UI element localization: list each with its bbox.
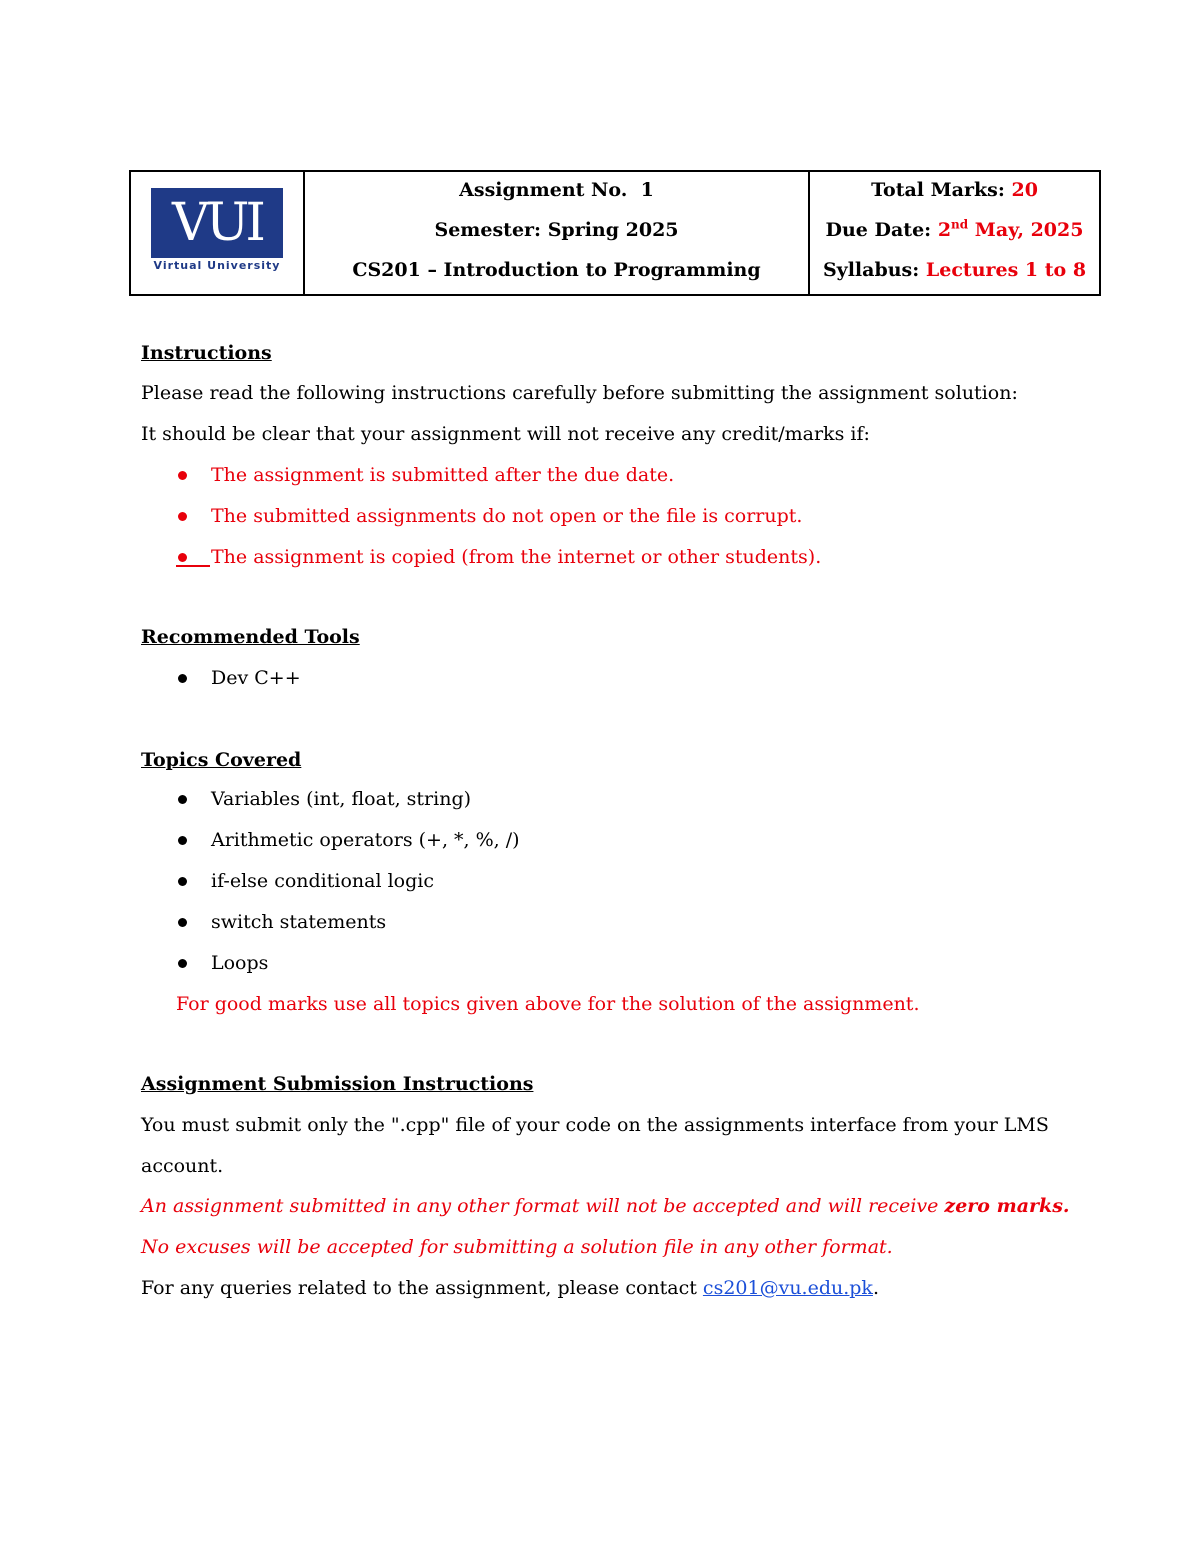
total-marks-value: 20 bbox=[1011, 179, 1038, 201]
syllabus-label: Syllabus: bbox=[822, 259, 920, 281]
topics-note: For good marks use all topics given above for the solution of the assignment. bbox=[176, 993, 920, 1015]
due-date-suffix: nd bbox=[951, 217, 969, 232]
logo-cell bbox=[131, 172, 305, 294]
warning-1-text: An assignment submitted in any other format will not be accepted and will receive bbox=[141, 1195, 945, 1217]
header-table bbox=[129, 170, 1101, 296]
bullet-dot-icon bbox=[178, 795, 187, 804]
submission-line-1: You must submit only the ".cpp" file of your code on the assignments interface from your LMS bbox=[141, 1114, 1049, 1136]
tool-item-text: Dev C++ bbox=[211, 667, 301, 689]
assignment-label: Assignment No. bbox=[459, 179, 628, 201]
bullet-dot-icon bbox=[178, 553, 187, 562]
bullet-dot-icon bbox=[178, 674, 187, 683]
logo-letters: VUI bbox=[172, 193, 262, 253]
bullet-dot-icon bbox=[178, 959, 187, 968]
instructions-line-1: Please read the following instructions carefully before submitting the assignment solution: bbox=[141, 382, 1018, 404]
bullet-dot-icon bbox=[178, 512, 187, 521]
semester-value: Spring 2025 bbox=[547, 219, 679, 241]
submission-heading: Assignment Submission Instructions bbox=[141, 1073, 534, 1095]
marks-info-cell bbox=[810, 172, 1099, 294]
semester-line bbox=[305, 210, 808, 250]
instructions-line-2: It should be clear that your assignment will not receive any credit/marks if: bbox=[141, 423, 870, 445]
contact-text: For any queries related to the assignment, please contact bbox=[141, 1277, 703, 1299]
semester-label: Semester: bbox=[434, 219, 542, 241]
logo-box bbox=[151, 188, 283, 258]
due-date-rest: May, 2025 bbox=[974, 219, 1084, 241]
contact-end: . bbox=[872, 1277, 879, 1299]
instruction-bullet-text: The assignment is submitted after the due date. bbox=[211, 464, 675, 486]
due-date-label: Due Date: bbox=[825, 219, 932, 241]
assignment-number: 1 bbox=[640, 179, 654, 201]
topic-item-text: Loops bbox=[211, 952, 269, 974]
topics-heading: Topics Covered bbox=[141, 749, 302, 771]
bullet-underline bbox=[176, 565, 210, 567]
due-date-value bbox=[938, 219, 1084, 241]
submission-warning-1 bbox=[141, 1194, 1070, 1218]
instruction-bullet-text: The assignment is copied (from the internet or other students). bbox=[211, 546, 822, 568]
instructions-heading: Instructions bbox=[141, 342, 272, 364]
total-marks-line bbox=[810, 170, 1099, 210]
tools-heading: Recommended Tools bbox=[141, 626, 360, 648]
bullet-dot-icon bbox=[178, 836, 187, 845]
instruction-bullet-text: The submitted assignments do not open or the file is corrupt. bbox=[211, 505, 803, 527]
contact-email-link[interactable]: cs201@vu.edu.pk bbox=[702, 1277, 873, 1299]
vu-logo bbox=[149, 188, 285, 278]
zero-marks-emphasis: zero marks. bbox=[944, 1195, 1070, 1217]
syllabus-line bbox=[810, 250, 1099, 290]
due-date-line bbox=[810, 210, 1099, 250]
contact-line bbox=[141, 1276, 879, 1300]
topic-item-text: Arithmetic operators (+, *, %, /) bbox=[211, 829, 520, 851]
syllabus-value: Lectures 1 to 8 bbox=[925, 259, 1087, 281]
assignment-number-line bbox=[305, 170, 808, 210]
submission-line-2: account. bbox=[141, 1155, 224, 1177]
topic-item-text: switch statements bbox=[211, 911, 387, 933]
topic-item-text: Variables (int, float, string) bbox=[211, 788, 472, 810]
submission-warning-2: No excuses will be accepted for submitting a solution file in any other format. bbox=[141, 1236, 893, 1258]
total-marks-label: Total Marks: bbox=[871, 179, 1005, 201]
bullet-dot-icon bbox=[178, 877, 187, 886]
course-title: CS201 – Introduction to Programming bbox=[352, 259, 761, 281]
bullet-dot-icon bbox=[178, 918, 187, 927]
assignment-info-cell bbox=[305, 172, 810, 294]
due-date-day: 2 bbox=[937, 219, 952, 241]
logo-caption: Virtual University bbox=[153, 259, 281, 272]
topic-item-text: if-else conditional logic bbox=[211, 870, 434, 892]
bullet-dot-icon bbox=[178, 471, 187, 480]
